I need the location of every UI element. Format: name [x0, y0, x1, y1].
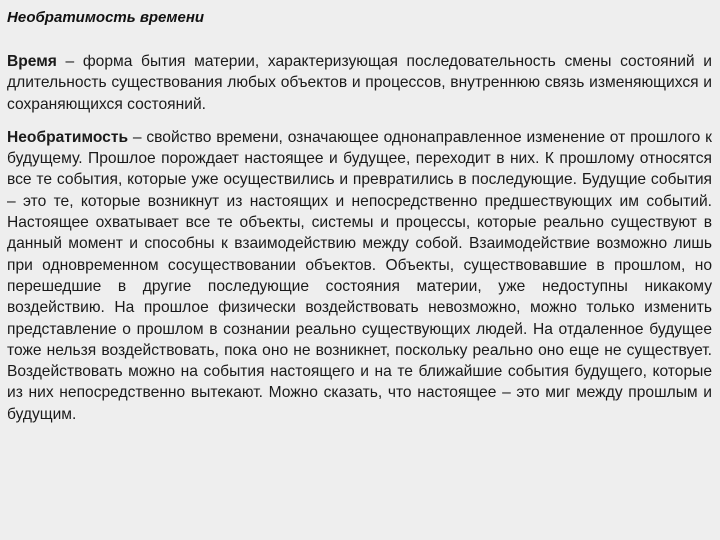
definition-paragraph-time	[7, 51, 712, 115]
term-irreversibility: Необратимость	[7, 128, 129, 146]
definition-text-time: – форма бытия материи, характеризующая последовательность смены состояний и длительность существования любых объектов и процессов, внутреннюю связь изменяющихся и сохраняющихся состояний.	[7, 53, 712, 113]
definition-text-irreversibility: – свойство времени, означающее однонаправленное изменение от прошлого к будущему. Прошлое порождает настоящее и будущее, переходит в них. К прошлому относятся все те события, которые уже осуществились и превратились в последующие. Будущие события – это те, которые возникнут из настоящих и непосредственно предшествующих им событий. Настоящее охватывает все те объекты, системы и процессы, которые реально существуют в данный момент и способны к взаимодействию между собой. Взаимодействие возможно лишь при одновременном сосуществовании объектов. Объекты, существовавшие в прошлом, но перешедшие в другие последующие состояния материи, уже недоступны никакому воздействию. На прошлое физически воздействовать невозможно, можно только изменить представление о прошлом в сознании реально существующих людей. На отдаленное будущее тоже нельзя воздействовать, пока оно не возникнет, поскольку реально оно еще не существует. Воздействовать можно на события настоящего и на те ближайшие события будущего, которые из них непосредственно вытекают. Можно сказать, что настоящее – это миг между прошлым и будущим.	[7, 128, 712, 423]
slide-title: Необратимость времени	[7, 9, 205, 26]
term-time: Время	[7, 53, 57, 70]
definition-paragraph-irreversibility	[7, 127, 712, 425]
